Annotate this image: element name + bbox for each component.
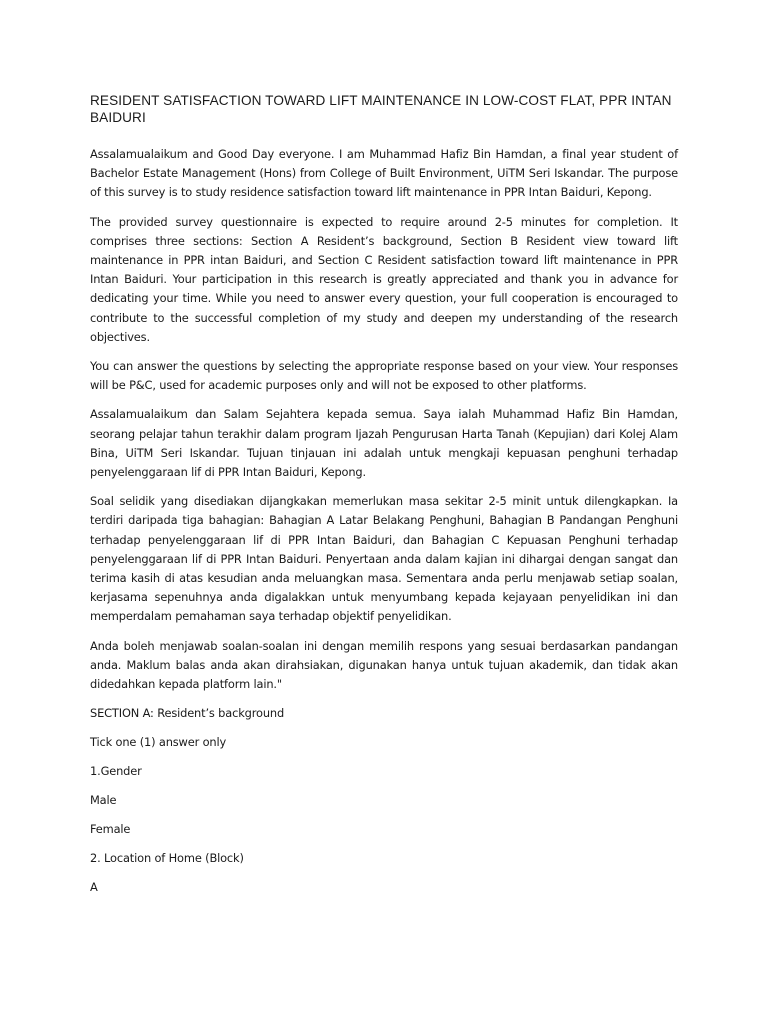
document-page (90, 92, 678, 907)
response-confidentiality-paragraph-ms: Anda boleh menjawab soalan-soalan ini dengan memilih respons yang sesuai berdasarkan pandangan anda. Maklum balas anda akan dirahsiakan, digunakan hanya untuk tujuan akademik, dan tidak akan didedahkan kepada platform lain." (90, 638, 678, 692)
section-a-instruction: Tick one (1) answer only (90, 735, 227, 750)
survey-description-paragraph-en: The provided survey questionnaire is expected to require around 2-5 minutes for completion. It comprises three sections: Section A Resident’s background, Section B Resident view toward lift maintenance in PPR intan Baiduri, and Section C Resident satisfaction toward lift maintenance in PPR Intan Baiduri. Your participation in this research is greatly appreciated and thank you in advance for dedicating your time. While you need to answer every question, your full cooperation is encouraged to contribute to the successful completion of my study and deepen my understanding of the research objectives. (90, 214, 678, 344)
document-title: RESIDENT SATISFACTION TOWARD LIFT MAINTENANCE IN LOW-COST FLAT, PPR INTAN BAIDURI (90, 93, 672, 125)
intro-paragraph-en: Assalamualaikum and Good Day everyone. I am Muhammad Hafiz Bin Hamdan, a final year student of Bachelor Estate Management (Hons) from College of Built Environment, UiTM Seri Iskandar. The purpose of this survey is to study residence satisfaction toward lift maintenance in PPR Intan Baiduri, Kepong. (90, 147, 678, 200)
section-a-heading: SECTION A: Resident’s background (90, 706, 285, 721)
question-location-label: 2. Location of Home (Block) (90, 851, 244, 866)
intro-paragraph-ms: Assalamualaikum dan Salam Sejahtera kepada semua. Saya ialah Muhammad Hafiz Bin Hamdan, seorang pelajar tahun terakhir dalam program Ijazah Pengurusan Harta Tanah (Kepujian) dari Kolej Alam Bina, UiTM Seri Iskandar. Tujuan tinjauan ini adalah untuk mengkaji kepuasan penghuni terhadap penyelenggaraan lif di PPR Intan Baiduri, Kepong. (90, 407, 678, 480)
response-confidentiality-paragraph-en: You can answer the questions by selecting the appropriate response based on your view. Your responses will be P&C, used for academic purposes only and will not be exposed to other platforms. (90, 359, 678, 393)
location-option-a[interactable]: A (90, 880, 98, 895)
gender-option-female[interactable]: Female (90, 822, 131, 837)
question-gender-label: 1.Gender (90, 764, 142, 779)
gender-option-male[interactable]: Male (90, 793, 117, 808)
survey-description-paragraph-ms: Soal selidik yang disediakan dijangkakan memerlukan masa sekitar 2-5 minit untuk dilengkapkan. Ia terdiri daripada tiga bahagian: Bahagian A Latar Belakang Penghuni, Bahagian B Pandangan Penghuni terhadap penyelenggaraan lif di PPR Intan Baiduri, dan Bahagian C Kepuasan Penghuni terhadap penyelenggaraan lif di PPR Intan Baiduri. Penyertaan anda dalam kajian ini dihargai dengan sangat dan terima kasih di atas kesudian anda meluangkan masa. Sementara anda perlu menjawab setiap soalan, kerjasama sepenuhnya anda digalakkan untuk menyumbang kepada kejayaan penyelidikan ini dan memperdalam pemahaman saya terhadap objektif penyelidikan. (90, 494, 678, 624)
